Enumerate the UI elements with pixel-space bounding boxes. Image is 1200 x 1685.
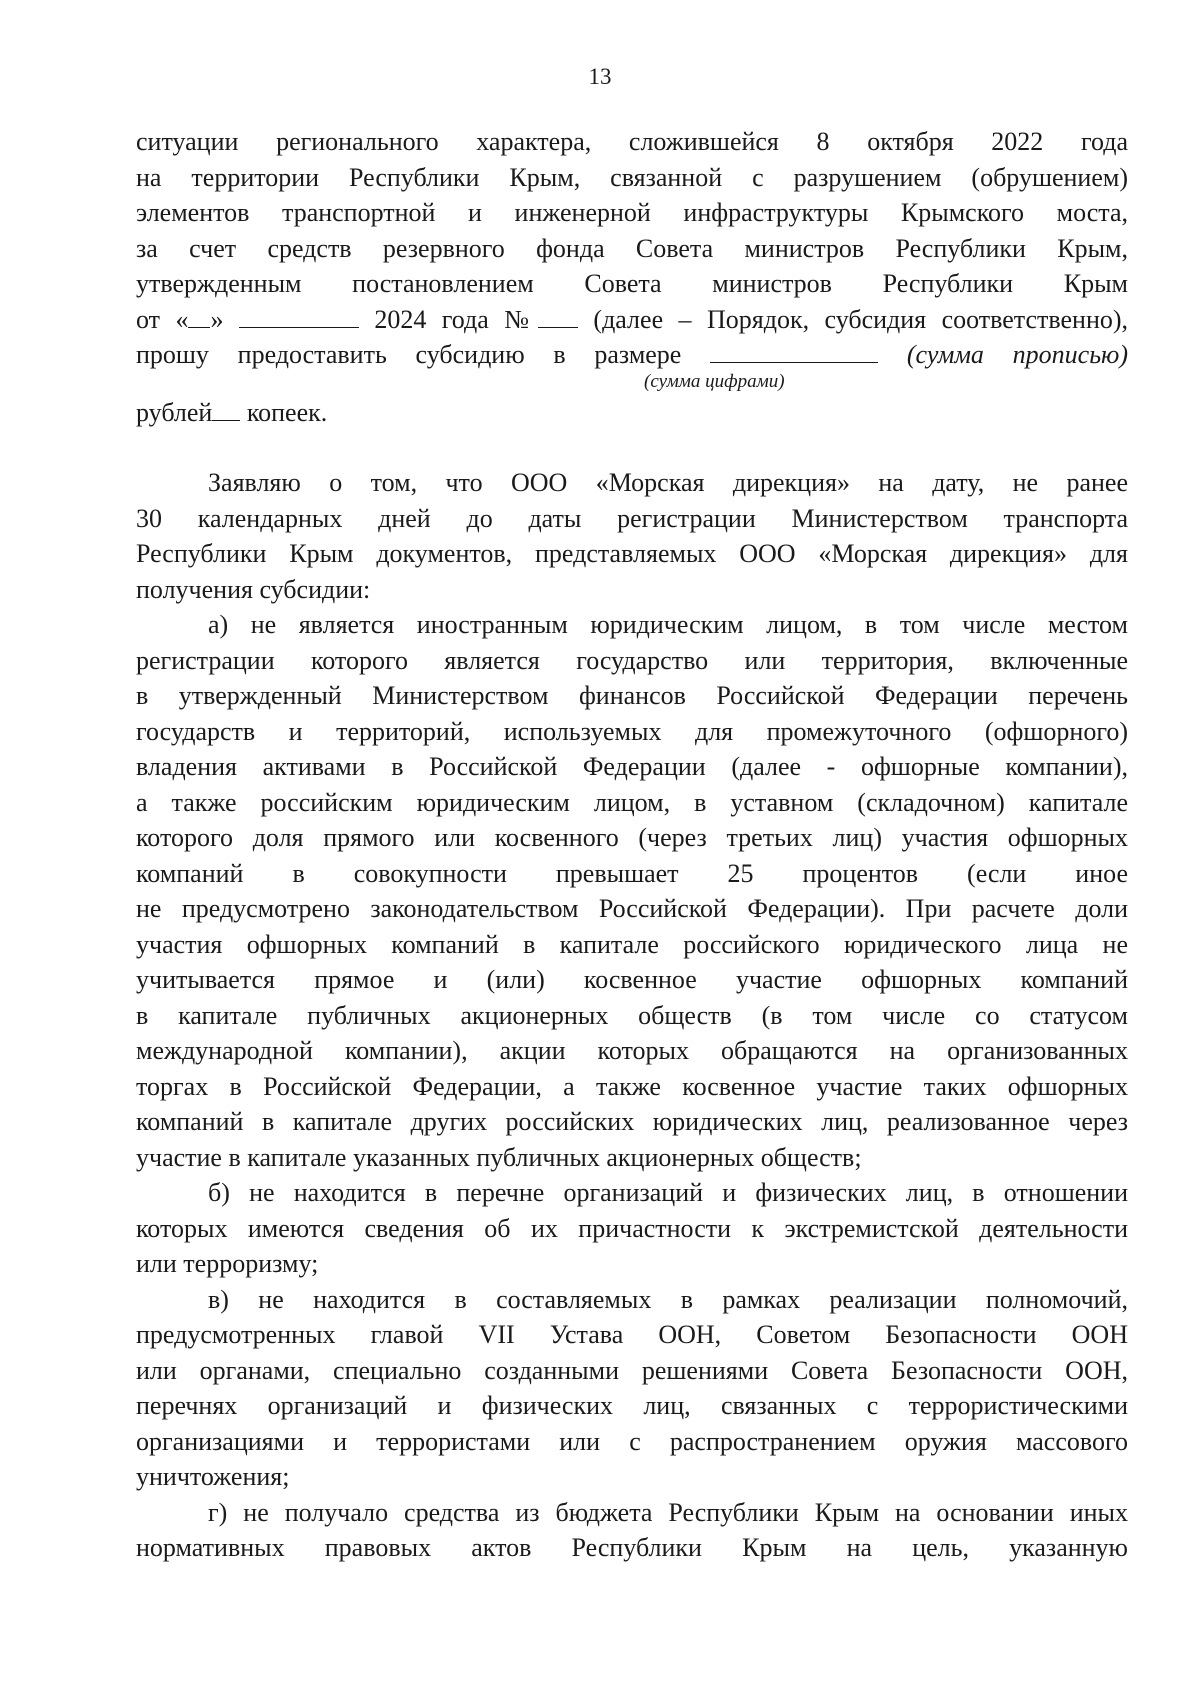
text-line: государств и территорий, используемых для промежуточного (офшорного) [136,716,1128,746]
text-line: регистрации которого является государство или территория, включенные [136,645,1128,675]
text-line: которого доля прямого или косвенного (через третьих лиц) участия офшорных [136,823,1128,852]
request-text: прошу предоставить субсидию в размере [136,340,682,369]
text-line: компаний в совокупности превышает 25 процентов (если иное [136,858,1128,888]
quote-close: » [210,304,224,334]
list-item-v: в) не находится в составляемых в рамках реализации полномочий, [208,1284,1128,1314]
text-line-amount [136,337,1128,373]
text-line: утвержденным постановлением Совета министров Республики Крым [136,269,1128,298]
text-line-rubles [136,395,1128,431]
text-line: а также российским юридическим лицом, в уставном (складочном) капитале [136,787,1128,817]
list-item-a: а) не является иностранным юридическим лицом, в том числе местом [208,610,1128,639]
text-line: Республики Крым документов, представляемых ООО «Морская дирекция» для [136,539,1128,568]
list-item-b: б) не находится в перечне организаций и физических лиц, в отношении [208,1178,1128,1207]
text-line: за счет средств резервного фонда Совета министров Республики Крым, [136,233,1128,263]
text-line: Заявляю о том, что ООО «Морская дирекция» на дату, не ранее [208,468,1128,497]
text-line: или терроризму; [136,1249,319,1278]
amount-words-label: (сумма прописью) [906,340,1129,369]
text-line: компаний в капитале других российских юридических лиц, реализованное через [136,1107,1128,1136]
text-line: участия офшорных компаний в капитале российского юридического лица не [136,929,1128,959]
list-item-g: г) не получало средства из бюджета Республики Крым на основании иных [208,1497,1128,1527]
text-line: получения субсидии: [136,574,371,604]
text-line: торгах в Российской Федерации, а также косвенное участие таких офшорных [136,1071,1128,1101]
rubles-label: рублей [136,397,213,427]
text-line-date-number [136,302,1128,338]
text-line: предусмотренных главой VII Устава ООН, Советом Безопасности ООН [136,1320,1128,1349]
text-line: элементов транспортной и инженерной инфраструктуры Крымского моста, [136,198,1128,227]
text-line: участие в капитале указанных публичных акционерных обществ; [136,1142,862,1172]
number-blank [538,305,578,328]
text-line: которых имеются сведения об их причастности к экстремистской деятельности [136,1213,1128,1243]
year-number-label: 2024 года № [374,304,538,334]
day-blank [188,305,210,328]
text-line: 30 календарных дней до даты регистрации Министерством транспорта [136,503,1128,533]
text-line: владения активами в Российской Федерации (далее - офшорные компании), [136,752,1128,781]
text-line: ситуации регионального характера, сложившейся 8 октября 2022 года [136,127,1128,156]
text-line: не предусмотрено законодательством Российской Федерации). При расчете доли [136,894,1128,923]
document-body [136,124,1128,1566]
text-line: в капитале публичных акционерных обществ (в том числе со статусом [136,1000,1128,1030]
kopecks-blank [212,398,240,421]
kopecks-label: копеек. [246,397,328,427]
text-line: организациями и террористами или с распространением оружия массового [136,1426,1128,1456]
page-number: 13 [588,64,612,89]
text-line: перечнях организаций и физических лиц, связанных с террористическими [136,1391,1128,1420]
hereinafter-text: (далее – Порядок, субсидия соответственно), [593,304,1129,334]
amount-digits-blank [710,340,878,363]
text-line: в утвержденный Министерством финансов Российской Федерации перечень [136,681,1128,710]
text-line: нормативных правовых актов Республики Крым на цель, указанную [136,1533,1128,1562]
text-line: учитывается прямое и (или) косвенное участие офшорных компаний [136,965,1128,994]
from-label: от « [136,304,189,334]
text-line: на территории Республики Крым, связанной с разрушением (обрушением) [136,162,1128,192]
text-line: или органами, специально созданными решениями Совета Безопасности ООН, [136,1355,1128,1385]
amount-digits-caption: (сумма цифрами) [644,370,785,392]
text-line: уничтожения; [136,1462,290,1491]
month-blank [239,305,359,328]
text-line: международной компании), акции которых обращаются на организованных [136,1036,1128,1065]
